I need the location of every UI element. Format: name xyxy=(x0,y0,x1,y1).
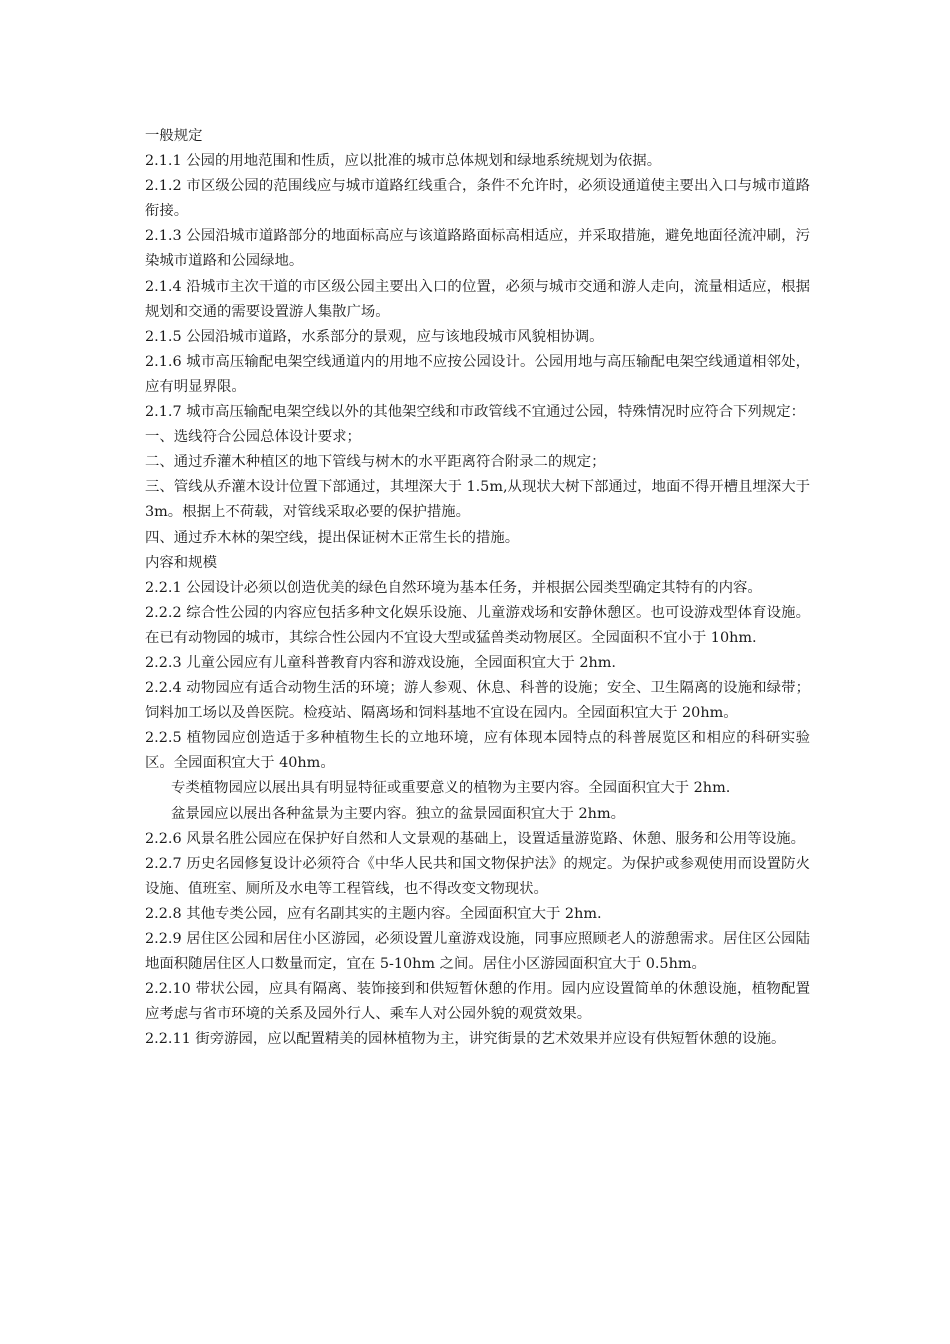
clause-2-2-11: 2.2.11 街旁游园，应以配置精美的园林植物为主，讲究街景的艺术效果并应设有供短暂休憩的设施。 xyxy=(145,1031,786,1048)
section-heading-content: 内容和规模 xyxy=(145,554,217,571)
clause-2-2-5: 2.2.5 植物园应创造适于多种植物生长的立地环境，应有体现本园特点的科普展览区和相应的科研实验区。全园面积宜大于 40hm。 xyxy=(145,730,810,772)
specialty-garden-note: 专类植物园应以展出具有明显特征或重要意义的植物为主要内容。全园面积宜大于 2hm. xyxy=(171,780,731,797)
bonsai-garden-note: 盆景园应以展出各种盆景为主要内容。独立的盆景园面积宜大于 2hm。 xyxy=(171,805,625,822)
list-item-2: 二、通过乔灌木种植区的地下管线与树木的水平距离符合附录二的规定； xyxy=(145,454,606,471)
clause-2-2-9: 2.2.9 居住区公园和居住小区游园，必须设置儿童游戏设施，同事应照顾老人的游憩需求。居住区公园陆地面积随居住区人口数量而定，宜在 5-10hm 之间。居住小区游园面积宜大于 0.5hm。 xyxy=(145,931,810,973)
list-item-1: 一、选线符合公园总体设计要求； xyxy=(145,429,361,446)
clause-2-2-2: 2.2.2 综合性公园的内容应包括多种文化娱乐设施、儿童游戏场和安静休憩区。也可设游戏型体育设施。在已有动物园的城市，其综合性公园内不宜设大型或猛兽类动物展区。全园面积不宜小于 10hm. xyxy=(145,604,810,646)
clause-2-2-1: 2.2.1 公园设计必须以创造优美的绿色自然环境为基本任务，并根据公园类型确定其特有的内容。 xyxy=(145,579,762,596)
clause-2-2-8: 2.2.8 其他专类公园，应有名副其实的主题内容。全园面积宜大于 2hm. xyxy=(145,905,602,922)
clause-2-1-6: 2.1.6 城市高压输配电架空线通道内的用地不应按公园设计。公园用地与高压输配电架空线通道相邻处，应有明显界限。 xyxy=(145,353,810,395)
clause-2-1-5: 2.1.5 公园沿城市道路，水系部分的景观，应与该地段城市风貌相协调。 xyxy=(145,328,604,345)
document-page xyxy=(145,124,810,1052)
clause-2-1-4: 2.1.4 沿城市主次干道的市区级公园主要出入口的位置，必须与城市交通和游人走向，流量相适应，根据规划和交通的需要设置游人集散广场。 xyxy=(145,278,810,320)
clause-2-1-1: 2.1.1 公园的用地范围和性质，应以批准的城市总体规划和绿地系统规划为依据。 xyxy=(145,153,662,170)
clause-2-2-7: 2.2.7 历史名园修复设计必须符合《中华人民共和国文物保护法》的规定。为保护或参观使用而设置防火设施、值班室、厕所及水电等工程管线，也不得改变文物现状。 xyxy=(145,855,810,897)
clause-2-2-3: 2.2.3 儿童公园应有儿童科普教育内容和游戏设施，全园面积宜大于 2hm. xyxy=(145,654,616,671)
clause-2-2-6: 2.2.6 风景名胜公园应在保护好自然和人文景观的基础上，设置适量游览路、休憩、服务和公用等设施。 xyxy=(145,830,805,847)
clause-2-2-4: 2.2.4 动物园应有适合动物生活的环境；游人参观、休息、科普的设施；安全、卫生隔离的设施和绿带；饲料加工场以及兽医院。检疫站、隔离场和饲料基地不宜设在园内。全园面积宜大于 20hm。 xyxy=(145,680,810,722)
list-item-4: 四、通过乔木林的架空线，提出保证树木正常生长的措施。 xyxy=(145,529,520,546)
clause-2-1-3: 2.1.3 公园沿城市道路部分的地面标高应与该道路路面标高相适应，并采取措施，避免地面径流冲刷，污染城市道路和公园绿地。 xyxy=(145,228,810,270)
section-heading-general: 一般规定 xyxy=(145,128,203,144)
clause-2-2-10: 2.2.10 带状公园，应具有隔离、装饰接到和供短暂休憩的作用。园内应设置简单的休憩设施，植物配置应考虑与省市环境的关系及园外行人、乘车人对公园外貌的观赏效果。 xyxy=(145,981,810,1023)
list-item-3: 三、管线从乔灌木设计位置下部通过，其埋深大于 1.5m,从现状大树下部通过，地面不得开槽且埋深大于 3m。根据上不荷载，对管线采取必要的保护措施。 xyxy=(145,479,810,521)
clause-2-1-2: 2.1.2 市区级公园的范围线应与城市道路红线重合，条件不允许时，必须设通道使主要出入口与城市道路衔接。 xyxy=(145,178,810,220)
clause-2-1-7: 2.1.7 城市高压输配电架空线以外的其他架空线和市政管线不宜通过公园，特殊情况时应符合下列规定： xyxy=(145,404,805,421)
